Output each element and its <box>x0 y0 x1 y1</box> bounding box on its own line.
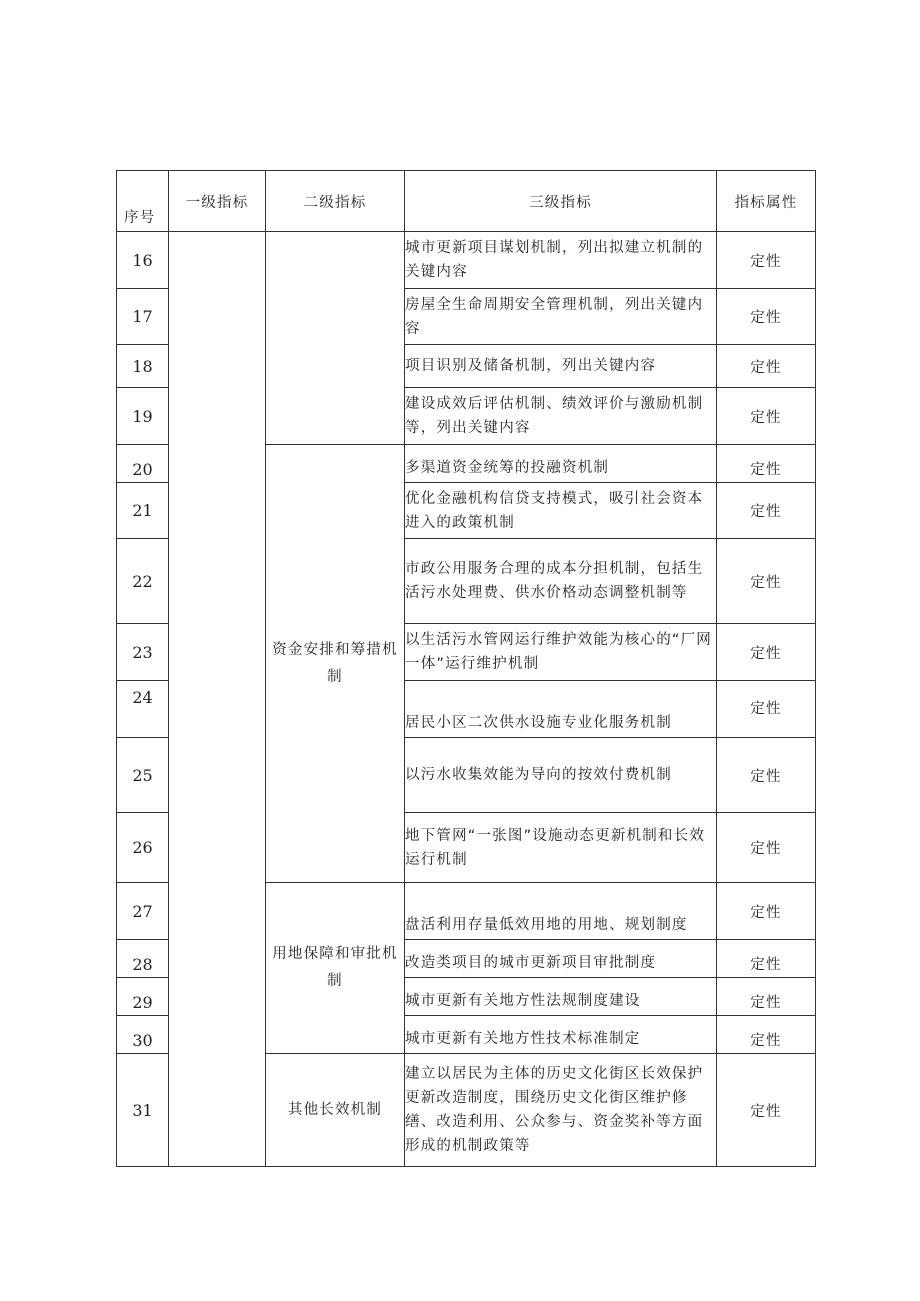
row-level3: 市政公用服务合理的成本分担机制，包括生活污水处理费、供水价格动态调整机制等 <box>405 539 717 624</box>
header-level3: 三级指标 <box>405 171 717 232</box>
header-level2: 二级指标 <box>266 171 405 232</box>
row-level3: 房屋全生命周期安全管理机制，列出关键内容 <box>405 289 717 345</box>
row-attribute: 定性 <box>717 681 816 738</box>
row-attribute: 定性 <box>717 232 816 289</box>
row-level3: 城市更新有关地方性技术标准制定 <box>405 1016 717 1054</box>
level1-cell <box>169 232 266 1167</box>
row-attribute: 定性 <box>717 445 816 483</box>
level2-cell-empty <box>266 232 405 445</box>
row-seq: 24 <box>117 681 169 738</box>
row-level3: 优化金融机构信贷支持模式，吸引社会资本进入的政策机制 <box>405 483 717 539</box>
header-seq: 序号 <box>117 171 169 232</box>
row-attribute: 定性 <box>717 1054 816 1167</box>
row-attribute: 定性 <box>717 940 816 978</box>
row-attribute: 定性 <box>717 539 816 624</box>
row-seq: 18 <box>117 345 169 388</box>
row-seq: 16 <box>117 232 169 289</box>
row-seq: 25 <box>117 738 169 813</box>
row-level3: 多渠道资金统筹的投融资机制 <box>405 445 717 483</box>
row-attribute: 定性 <box>717 624 816 681</box>
row-seq: 26 <box>117 813 169 883</box>
row-level3: 以生活污水管网运行维护效能为核心的“厂网一体”运行维护机制 <box>405 624 717 681</box>
row-seq: 23 <box>117 624 169 681</box>
row-attribute: 定性 <box>717 388 816 445</box>
row-level3: 居民小区二次供水设施专业化服务机制 <box>405 681 717 738</box>
row-seq: 27 <box>117 883 169 940</box>
row-seq: 19 <box>117 388 169 445</box>
row-level3: 以污水收集效能为导向的按效付费机制 <box>405 738 717 813</box>
row-attribute: 定性 <box>717 483 816 539</box>
row-seq: 31 <box>117 1054 169 1167</box>
row-level3: 建设成效后评估机制、绩效评价与激励机制等，列出关键内容 <box>405 388 717 445</box>
row-seq: 17 <box>117 289 169 345</box>
row-seq: 20 <box>117 445 169 483</box>
row-attribute: 定性 <box>717 1016 816 1054</box>
row-level3: 城市更新项目谋划机制，列出拟建立机制的关键内容 <box>405 232 717 289</box>
level2-land: 用地保障和审批机制 <box>266 883 405 1054</box>
header-level1: 一级指标 <box>169 171 266 232</box>
table-row <box>117 232 816 289</box>
row-attribute: 定性 <box>717 289 816 345</box>
level2-other: 其他长效机制 <box>266 1054 405 1167</box>
row-attribute: 定性 <box>717 345 816 388</box>
header-attribute: 指标属性 <box>717 171 816 232</box>
row-attribute: 定性 <box>717 738 816 813</box>
header-row <box>117 171 816 232</box>
row-level3: 城市更新有关地方性法规制度建设 <box>405 978 717 1016</box>
row-seq: 30 <box>117 1016 169 1054</box>
level2-funding: 资金安排和筹措机制 <box>266 445 405 883</box>
row-seq: 22 <box>117 539 169 624</box>
row-seq: 28 <box>117 940 169 978</box>
row-seq: 29 <box>117 978 169 1016</box>
row-attribute: 定性 <box>717 813 816 883</box>
row-level3: 地下管网“一张图”设施动态更新机制和长效运行机制 <box>405 813 717 883</box>
row-level3: 改造类项目的城市更新项目审批制度 <box>405 940 717 978</box>
row-level3: 盘活利用存量低效用地的用地、规划制度 <box>405 883 717 940</box>
row-level3: 项目识别及储备机制，列出关键内容 <box>405 345 717 388</box>
row-attribute: 定性 <box>717 883 816 940</box>
row-seq: 21 <box>117 483 169 539</box>
row-level3: 建立以居民为主体的历史文化街区长效保护更新改造制度，围绕历史文化街区维护修缮、改造利用、公众参与、资金奖补等方面形成的机制政策等 <box>405 1054 717 1167</box>
row-attribute: 定性 <box>717 978 816 1016</box>
indicator-table <box>116 170 816 1167</box>
